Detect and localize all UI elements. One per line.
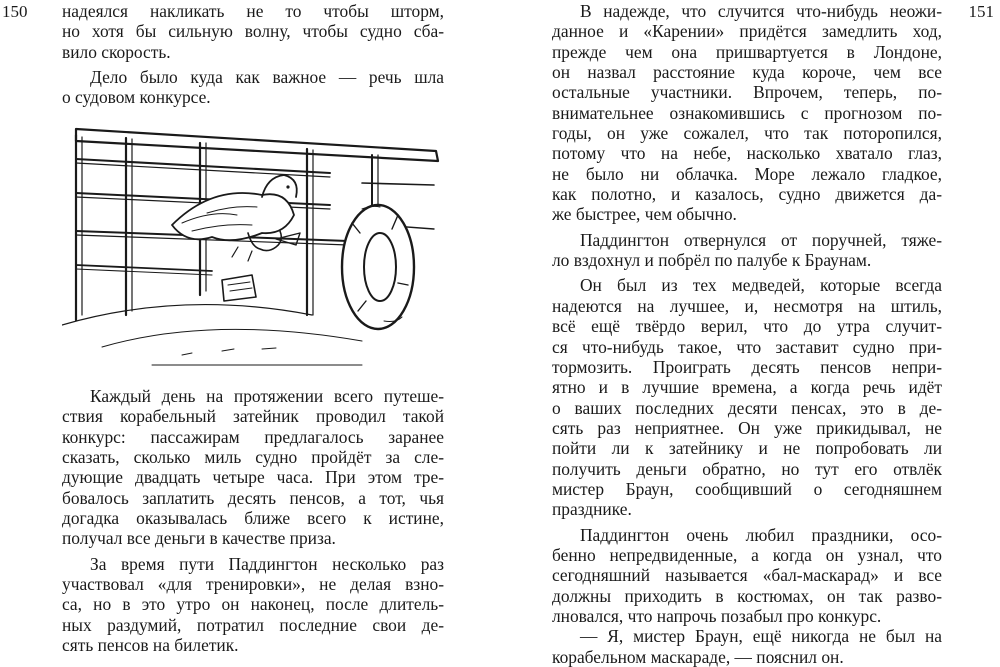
- text-line: внимательнее ознакомившись с прогнозом по-: [552, 102, 942, 123]
- text-line: данное и «Карении» придётся замедлить ход,: [552, 21, 942, 42]
- text-line: корабельном маскараде, — пояснил он.: [552, 646, 844, 667]
- text-line: За время пути Паддингтон несколько раз: [90, 553, 444, 574]
- text-line: прежде чем она пришвартуется в Лондоне,: [552, 41, 942, 62]
- page-number-left: 150: [2, 2, 28, 21]
- text-line: потому что на небе, насколько хватало глаз,: [552, 143, 942, 164]
- text-line: ствия корабельный затейник проводил такой: [62, 406, 444, 427]
- text-line: мистер Браун, сообщивший о сегодняшнем: [552, 478, 942, 499]
- text-line: получить деньги обратно, но тут его отвлёк: [552, 458, 942, 479]
- text-line: пойти ли к затейнику и не попробовать ли: [552, 438, 942, 459]
- text-line: Он был из тех медведей, которые всегда: [580, 275, 942, 296]
- text-line: надеются на лучшее, и, несмотря на штиль,: [552, 295, 942, 316]
- text-line: догадка оказывалась ближе всего к истине,: [62, 508, 444, 529]
- text-line: сять раз неприятнее. Он уже прикидывал, не: [552, 417, 942, 438]
- text-line: дующие двадцать четыре часа. При этом тре-: [62, 467, 444, 488]
- text-line: сять пенсов на билетик.: [62, 635, 239, 656]
- text-line: Каждый день на протяжении всего путеше-: [90, 386, 444, 406]
- text-line: сегодняшний называется «бал-маскарад» и все: [552, 565, 942, 586]
- text-line: остальные участники. Впрочем, теперь, по-: [552, 82, 942, 103]
- text-line: получал все деньги в качестве приза.: [62, 528, 336, 549]
- text-line: — Я, мистер Браун, ещё никогда не был на: [580, 626, 942, 647]
- text-line: са, но в это утро он наконец, после длитель-: [62, 594, 444, 615]
- text-line: сказать, сколько миль судно пройдёт за сле-: [62, 447, 444, 468]
- text-line: он назвал расстояние куда короче, чем все: [552, 62, 942, 83]
- left-page-bottom-text: [62, 386, 444, 655]
- text-line: годы, он уже сожалел, что так поторопился,: [552, 123, 942, 144]
- text-line: Паддингтон очень любил праздники, осо-: [580, 524, 942, 545]
- text-line: празднике.: [552, 499, 632, 520]
- right-page-text: [552, 1, 942, 667]
- text-line: всё ещё твёрдо верил, что до утра случит-: [552, 316, 942, 337]
- text-line: бовалось заплатить десять пенсов, а тот, чья: [62, 487, 444, 508]
- text-line: же быстрее, чем обычно.: [552, 204, 737, 225]
- text-line: лновался, что напрочь позабыл про конкурс.: [552, 605, 882, 626]
- text-line: бенно непредвиденные, а когда он узнал, что: [552, 544, 942, 565]
- text-line: Дело было куда как важное — речь шла: [90, 67, 444, 88]
- text-line: вило скорость.: [62, 41, 171, 62]
- text-line: ятно и в лучшие времена, а когда речь идёт: [552, 377, 942, 398]
- text-line: не было ни облачка. Море лежало гладкое,: [552, 163, 942, 184]
- text-line: тормозить. Проиграть десять пенсов непри-: [552, 356, 942, 377]
- left-page-top-text: [62, 1, 444, 108]
- text-line: Паддингтон отвернулся от поручней, тяже-: [580, 229, 942, 250]
- text-line: ся что-нибудь такое, что заставит судно при-: [552, 336, 942, 357]
- text-line: конкурс: пассажирам предлагалось заранее: [62, 426, 444, 447]
- page-number-right: 151: [968, 2, 994, 21]
- text-line: о судовом конкурсе.: [62, 87, 211, 108]
- text-line: должны приходить в костюмах, он так разво-: [552, 585, 942, 606]
- text-line: ных раздумий, потратил последние свои де-: [62, 614, 444, 635]
- ship-railing-bear-illustration: [62, 115, 450, 370]
- text-line: В надежде, что случится что-нибудь неожи-: [580, 1, 942, 21]
- text-line: участвовал «для тренировки», не делая взно-: [62, 574, 444, 595]
- text-line: как полотно, и казалось, судно движется да-: [552, 184, 942, 205]
- text-line: о ваших последних десяти пенсах, это в де-: [552, 397, 942, 418]
- text-line: надеялся накликать не то чтобы шторм,: [62, 1, 444, 21]
- text-line: но хотя бы сильную волну, чтобы судно сба-: [62, 21, 444, 42]
- text-line: ло вздохнул и побрёл по палубе к Браунам.: [552, 250, 872, 271]
